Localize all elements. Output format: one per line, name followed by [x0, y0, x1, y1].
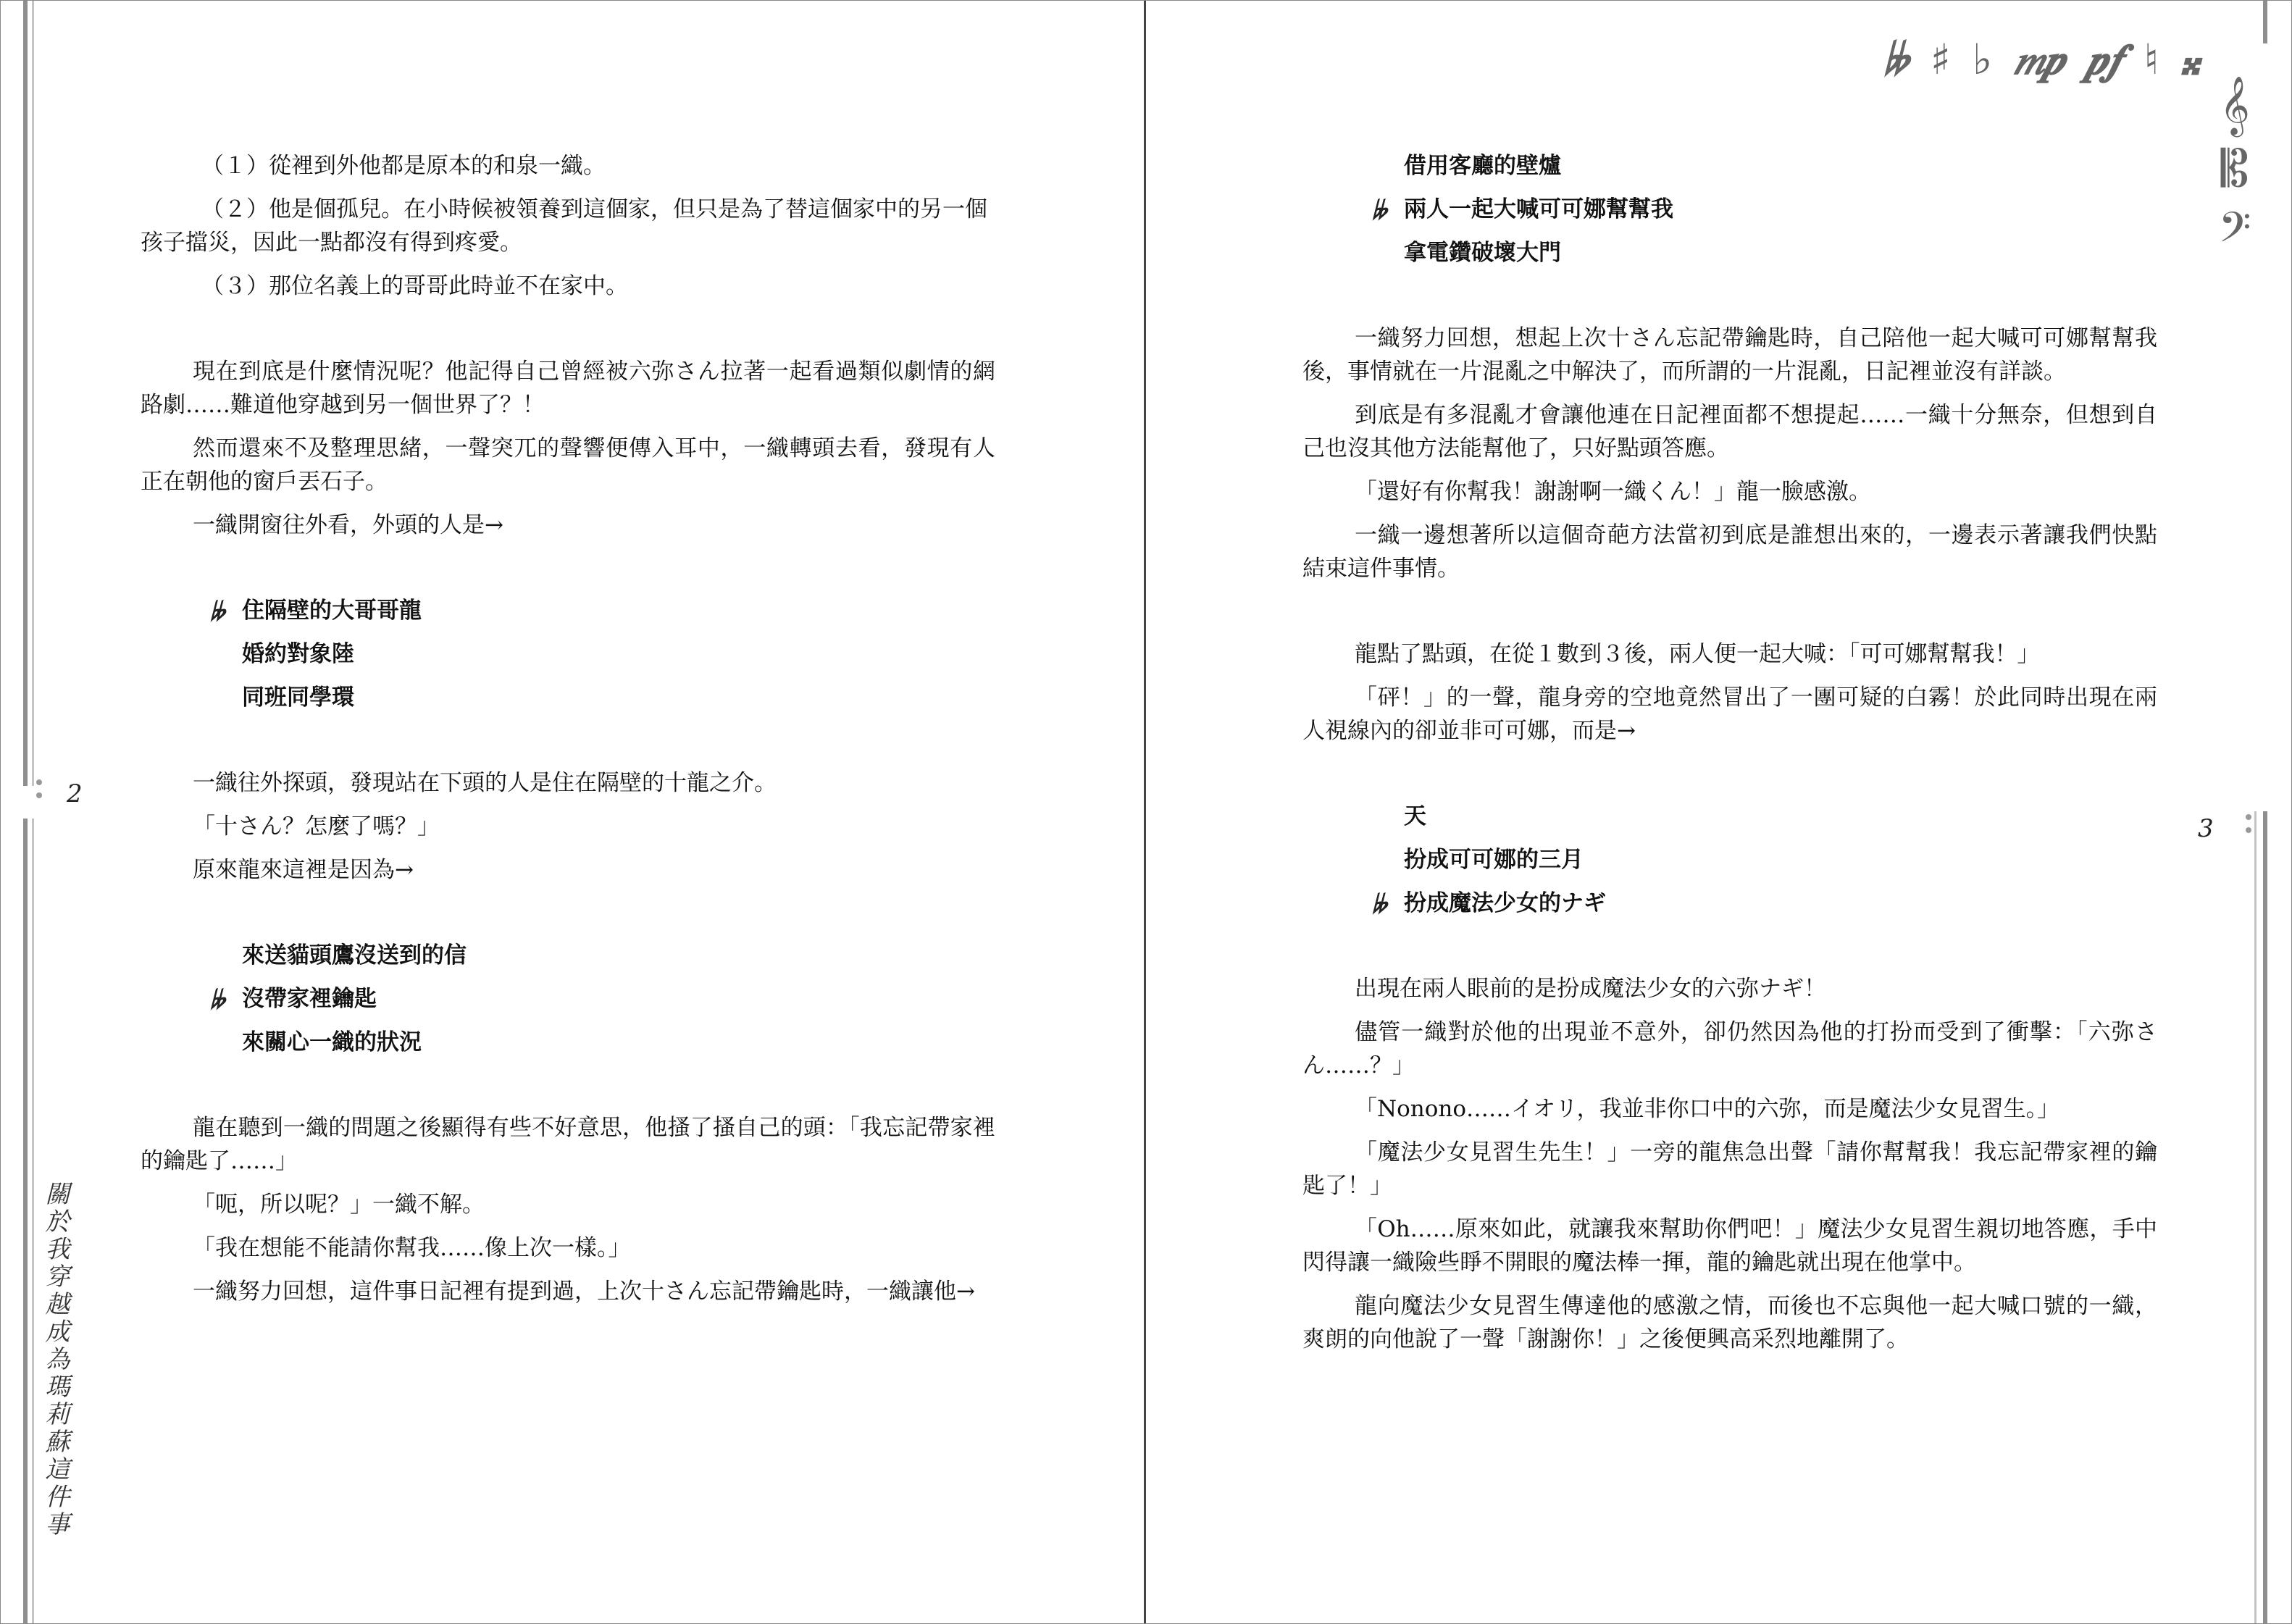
double-flat-icon: 𝄫 — [210, 986, 225, 1015]
paragraph: 原來龍來這裡是因為→ — [193, 857, 414, 883]
paragraph: 龍點了點頭，在從１數到３後，兩人便一起大喊：「可可娜幫幫我！」 — [1355, 641, 2040, 667]
dialogue: 「呃，所以呢？」一織不解。 — [193, 1192, 485, 1218]
choice-option: 借用客廳的壁爐 — [1404, 153, 1561, 179]
left-margin-bar-lower — [23, 819, 28, 1624]
sharp-icon: ♯ — [1930, 35, 1951, 84]
choice-option: 同班同學環 — [242, 685, 354, 711]
paragraph: 一織努力回想，這件事日記裡有提到過，上次十さん忘記帶鑰匙時，一織讓他→ — [193, 1278, 975, 1305]
dialogue: 「還好有你幫我！謝謝啊一織くん！」龍一臉感激。 — [1355, 479, 1871, 505]
double-flat-icon: 𝄫 — [1883, 35, 1909, 84]
paragraph: 一織一邊想著所以這個奇葩方法當初到底是誰想出來的，一邊表示著讓我們快點結束這件事情。 — [1302, 522, 2157, 582]
alto-clef-icon: 𝄡 — [2220, 139, 2249, 198]
choice-option: 拿電鑽破壞大門 — [1404, 240, 1561, 266]
choice-option: 𝄫 住隔壁的大哥哥龍 — [141, 594, 995, 627]
dialogue: 「Oh……原來如此，就讓我來幫助你們吧！」魔法少女見習生親切地答應，手中閃得讓一織險些睜不開眼的魔法棒一揮，龍的鑰匙就出現在他掌中。 — [1302, 1216, 2157, 1276]
double-flat-icon: 𝄫 — [1372, 196, 1387, 225]
numbered-item-1: （１）從裡到外他都是原本的和泉一織。 — [201, 153, 606, 179]
left-margin-bar — [23, 0, 28, 786]
choice-option: 來關心一織的狀況 — [242, 1029, 422, 1055]
paragraph: 一織開窗往外看，外頭的人是→ — [193, 512, 503, 538]
choice-option: 𝄫 扮成魔法少女的ナギ — [1302, 887, 2157, 920]
clef-column — [2202, 75, 2267, 262]
double-sharp-icon: 𝄪 — [2180, 35, 2200, 84]
right-margin-bar — [2263, 811, 2267, 1624]
natural-icon: ♮ — [2143, 35, 2159, 84]
dialogue: 「魔法少女見習生先生！」一旁的龍焦急出聲「請你幫幫我！我忘記帶家裡的鑰匙了！」 — [1302, 1139, 2157, 1199]
double-flat-icon: 𝄫 — [1372, 890, 1387, 919]
mezzo-forte-icon: 𝆏𝆑 — [2087, 35, 2122, 84]
choice-option: 𝄫 沒帶家裡鑰匙 — [141, 982, 995, 1016]
paragraph: 然而還來不及整理思緒，一聲突兀的聲響便傳入耳中，一織轉頭去看，發現有人正在朝他的窗戶丟石子。 — [141, 435, 995, 495]
paragraph: 出現在兩人眼前的是扮成魔法少女的六弥ナギ！ — [1355, 976, 1826, 1002]
choice-option: 扮成可可娜的三月 — [1404, 847, 1584, 873]
paragraph: 龍在聽到一織的問題之後顯得有些不好意思，他搔了搔自己的頭：「我忘記帶家裡的鑰匙了……」 — [141, 1115, 995, 1174]
choice-option: 天 — [1404, 803, 1426, 829]
right-margin-bar-thin — [2254, 811, 2257, 1624]
page-number-right: 3 — [2198, 814, 2214, 843]
mezzo-piano-icon: 𝆐𝆏 — [2014, 35, 2066, 84]
music-symbols-row — [1883, 30, 2199, 88]
right-repeat-dots — [2246, 811, 2253, 843]
paragraph: 龍向魔法少女見習生傳達他的感激之情，而後也不忘與他一起大喊口號的一織，爽朗的向他說了一聲「謝謝你！」之後便興高采烈地離開了。 — [1302, 1293, 2157, 1352]
choice-option: 來送貓頭鷹沒送到的信 — [242, 942, 467, 968]
choice-option: 𝄫 兩人一起大喊可可娜幫幫我 — [1302, 193, 2157, 226]
paragraph: 儘管一織對於他的出現並不意外，卻仍然因為他的打扮而受到了衝擊：「六弥さん……？」 — [1302, 1019, 2157, 1079]
double-flat-icon: 𝄫 — [210, 598, 225, 627]
treble-clef-icon: 𝄞 — [2220, 75, 2250, 135]
left-repeat-dots — [36, 777, 43, 808]
paragraph: 到底是有多混亂才會讓他連在日記裡面都不想提起……一織十分無奈，但想到自己也沒其他方法能幫他了，只好點頭答應。 — [1302, 402, 2157, 461]
book-title-vertical: 關於我穿越成為瑪莉蘇這件事 — [41, 1181, 70, 1539]
choice-option: 婚約對象陸 — [242, 641, 354, 667]
right-margin-bar-top — [2263, 0, 2267, 43]
dialogue: 「Nonono……イオリ，我並非你口中的六弥，而是魔法少女見習生。」 — [1355, 1096, 2060, 1122]
right-page-text — [1302, 149, 2157, 1366]
paragraph: 一織往外探頭，發現站在下頭的人是住在隔壁的十龍之介。 — [193, 770, 777, 796]
page-number-left: 2 — [67, 779, 83, 808]
left-margin-bar-lower-thin — [32, 819, 34, 1624]
dialogue: 「十さん？怎麼了嗎？」 — [193, 813, 440, 840]
left-margin-bar-thin — [32, 0, 34, 786]
flat-icon: ♭ — [1972, 35, 1993, 84]
left-page-text — [141, 149, 995, 1318]
dialogue: 「我在想能不能請你幫我……像上次一樣。」 — [193, 1235, 631, 1261]
bass-clef-icon: 𝄢 — [2218, 203, 2251, 262]
paragraph: 一織努力回想，想起上次十さん忘記帶鑰匙時，自己陪他一起大喊可可娜幫幫我後，事情就在一片混亂之中解決了，而所謂的一片混亂，日記裡並沒有詳談。 — [1302, 325, 2157, 385]
paragraph: 「砰！」的一聲，龍身旁的空地竟然冒出了一團可疑的白霧！於此同時出現在兩人視線內的卻並非可可娜，而是→ — [1302, 685, 2157, 744]
numbered-item-3: （３）那位名義上的哥哥此時並不在家中。 — [201, 273, 628, 299]
numbered-item-2: （２）他是個孤兒。在小時候被領養到這個家，但只是為了替這個家中的另一個孩子擋災，因此一點都沒有得到疼愛。 — [141, 196, 987, 256]
paragraph: 現在到底是什麼情況呢？他記得自己曾經被六弥さん拉著一起看過類似劇情的網路劇……難道他穿越到另一個世界了？！ — [141, 359, 995, 418]
